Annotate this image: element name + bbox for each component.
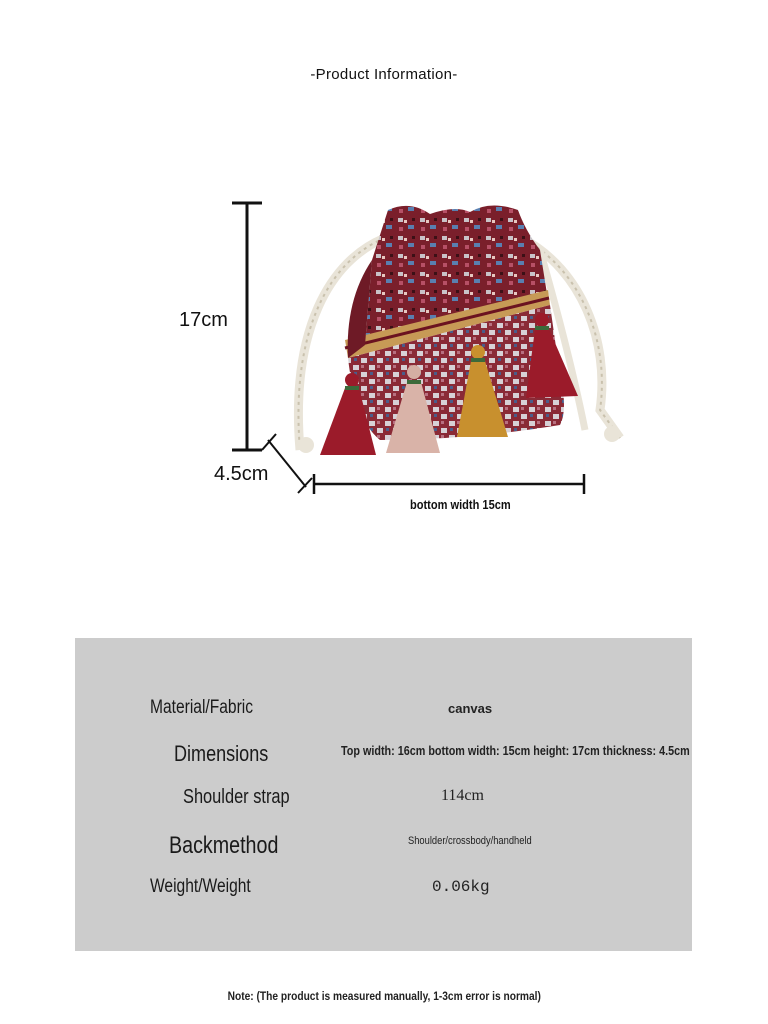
spec-value-material: canvas [448,701,493,716]
spec-value-strap: 114cm [441,787,484,804]
spec-label-backmethod: Backmethod [169,832,279,859]
footer-note [0,989,768,1003]
width-measure-line [314,474,584,494]
footer-note-text: Note: (The product is measured manually, 1-3cm error is normal) [227,989,541,1003]
height-label: 17cm [179,309,228,331]
spec-value-dimensions: Top width: 16cm bottom width: 15cm height: 17cm thickness: 4.5cm [341,743,690,758]
bottom-width-label: bottom width 15cm [410,497,511,512]
spec-value-backmethod: Shoulder/crossbody/handheld [408,835,532,847]
height-measure-line [232,203,262,450]
spec-label-strap: Shoulder strap [183,786,290,808]
spec-panel [75,638,692,951]
spec-label-dimensions: Dimensions [174,741,269,766]
spec-value-weight: 0.06kg [432,878,490,896]
page-title: -Product Information- [310,66,458,83]
bag-illustration [298,205,620,455]
spec-label-material: Material/Fabric [150,697,254,718]
spec-label-weight: Weight/Weight [150,876,251,897]
thickness-label: 4.5cm [214,463,269,485]
